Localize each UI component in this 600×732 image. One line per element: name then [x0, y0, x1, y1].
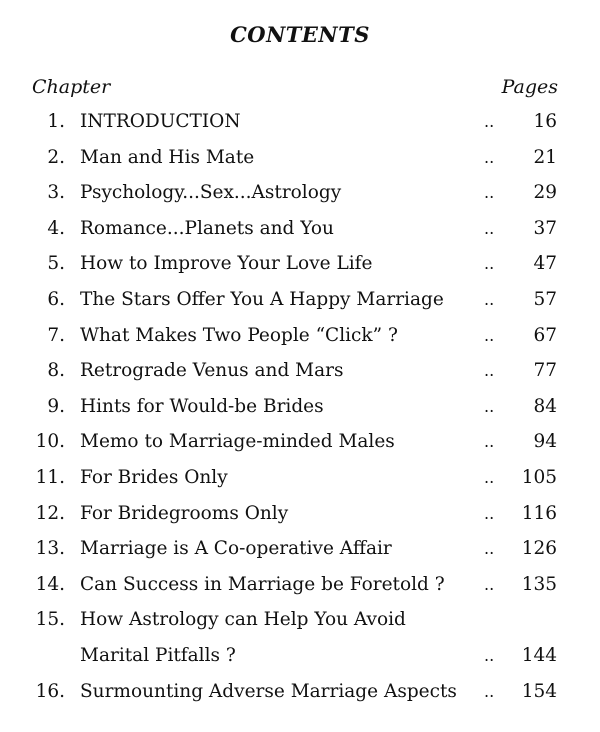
pages-column-header: Pages [501, 76, 558, 98]
chapter-number: 12. [35, 502, 65, 524]
chapter-title: The Stars Offer You A Happy Marriage [80, 288, 444, 310]
toc-row [0, 424, 600, 460]
page-number: 84 [533, 395, 557, 417]
chapter-title: Can Success in Marriage be Foretold ? [80, 573, 445, 595]
dot-leader: .. [484, 396, 495, 416]
page-number: 16 [533, 111, 557, 132]
toc-row [0, 353, 600, 389]
chapter-number: 8. [47, 360, 65, 382]
chapter-title: Romance...Planets and You [80, 217, 334, 239]
dot-leader: .. [484, 503, 495, 523]
page-number: 116 [521, 502, 557, 524]
dot-leader: .. [484, 361, 495, 381]
chapter-title: How to Improve Your Love Life [80, 253, 373, 275]
page-number: 47 [533, 253, 557, 275]
toc-row [0, 211, 600, 247]
chapter-number: 10. [35, 431, 65, 453]
chapter-title: Marriage is A Co-operative Affair [80, 538, 392, 560]
chapter-number: 11. [35, 466, 65, 488]
chapter-number: 5. [47, 253, 65, 275]
toc-row [0, 602, 600, 638]
dot-leader: .. [484, 147, 495, 167]
chapter-title: What Makes Two People “Click” ? [80, 324, 398, 346]
toc-row [0, 496, 600, 532]
toc-row [0, 674, 600, 710]
toc-row [0, 282, 600, 318]
chapter-title: For Brides Only [80, 466, 228, 488]
toc-row [0, 531, 600, 567]
dot-leader: .. [484, 645, 495, 665]
toc-row [0, 638, 600, 674]
toc-row [0, 104, 600, 140]
dot-leader: .. [484, 467, 495, 487]
page-number: 29 [533, 182, 557, 204]
toc-row [0, 389, 600, 425]
chapter-title: Psychology...Sex...Astrology [80, 182, 342, 204]
page-number: 154 [521, 680, 557, 702]
toc-row [0, 175, 600, 211]
toc-row [0, 567, 600, 603]
chapter-number: 16. [35, 680, 65, 702]
toc-row [0, 140, 600, 176]
chapter-title: Hints for Would-be Brides [80, 395, 324, 417]
chapter-number: 1. [47, 111, 65, 132]
page-number: 57 [533, 288, 557, 310]
chapter-title: Surmounting Adverse Marriage Aspects [80, 680, 457, 702]
dot-leader: .. [484, 218, 495, 238]
page-number: 67 [533, 324, 557, 346]
chapter-number: 9. [47, 395, 65, 417]
dot-leader: .. [484, 681, 495, 701]
chapter-number: 3. [47, 182, 65, 204]
dot-leader: .. [484, 574, 495, 594]
chapter-number: 4. [47, 217, 65, 239]
dot-leader: .. [484, 112, 495, 131]
chapter-title: How Astrology can Help You Avoid [80, 609, 406, 631]
chapter-title: INTRODUCTION [80, 111, 241, 132]
chapter-number: 7. [47, 324, 65, 346]
toc-row [0, 246, 600, 282]
dot-leader: .. [484, 539, 495, 559]
chapter-column-header: Chapter [32, 76, 111, 98]
chapter-title: Memo to Marriage-minded Males [80, 431, 395, 453]
chapter-number: 2. [47, 146, 65, 168]
dot-leader: .. [484, 432, 495, 452]
dot-leader: .. [484, 325, 495, 345]
chapter-title: For Bridegrooms Only [80, 502, 289, 524]
page-number: 144 [521, 644, 557, 666]
dot-leader: .. [484, 289, 495, 309]
page-number: 126 [521, 538, 557, 560]
chapter-title: Man and His Mate [80, 146, 255, 168]
page-number: 37 [533, 217, 557, 239]
chapter-title: Marital Pitfalls ? [80, 644, 236, 666]
toc-row [0, 318, 600, 354]
page-number: 77 [533, 360, 557, 382]
table-of-contents [0, 104, 600, 709]
dot-leader: .. [484, 254, 495, 274]
page-number: 105 [521, 466, 557, 488]
page-title: CONTENTS [230, 22, 370, 47]
chapter-title: Retrograde Venus and Mars [80, 360, 344, 382]
chapter-number: 14. [35, 573, 65, 595]
chapter-number: 15. [35, 609, 65, 631]
chapter-number: 13. [35, 538, 65, 560]
page-number: 21 [533, 146, 557, 168]
page-number: 94 [533, 431, 557, 453]
chapter-number: 6. [47, 288, 65, 310]
page-number: 135 [521, 573, 557, 595]
dot-leader: .. [484, 183, 495, 203]
toc-row [0, 460, 600, 496]
